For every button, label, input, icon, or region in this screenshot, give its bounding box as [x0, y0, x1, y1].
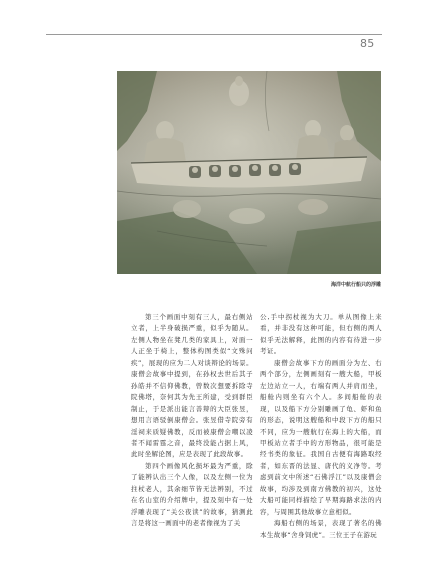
page-number: 85 — [360, 37, 375, 50]
paragraph: 海船右侧的场景，表现了著名的佛本生故事“舍身饲虎”。三位王子在游玩 — [260, 519, 382, 539]
right-text-column — [260, 312, 382, 541]
left-text-column — [131, 312, 253, 530]
paragraph: 第三个画面中刻有三人，最右侧站立者，上半身破损严重，似乎为随从。左侧人物坐在凳几类的家具上，对面一人正坐于椅上，整体构图类似“文殊问疾”，展现的应为二人对谈辩论的场景。康僧会故事中提到，在孙权去世后其子孙皓并不信仰佛教，曾数次想要拆除寺院佛塔，奈何其为先王所建，受到群臣制止，于是派出能言善辩的大臣张昱，想用言语驳倒康僧会。张昱借寺院旁有淫祠来质疑佛教，反而被康僧会嘲以凌者不闻雷霆之音，最终没能占据上风，此时坐解论图，应是表现了此段故事。 — [131, 313, 253, 459]
paragraph: 康僧会故事下方的画面分为左、右两个部分，左侧画刻有一艘大船，甲板左边站立一人，右端有两人并肩而坐，船舱内则坐有六个人。多间船舱的表现，以及船下方分别雕画了龟、虾和鱼的形态，说明这艘船和中段下方的船只不同，应为一艘航行在海上的大船，而甲板站立者手中的方形物品，很可能是经书类的象征。我国自古便有海路取经者，如东晋的法显、唐代的义净等。考虑到前文中所述“石佛浮江”以及康僧会故事，均涉及到南方佛教的初兴，这处大船可能同样描绘了早期海路求法的内容，与周围其他故事立意相似。 — [260, 358, 382, 516]
figure-caption: 海洋中航行船只的浮雕 — [330, 282, 381, 288]
paragraph: 第四个画像风化损坏最为严重，除了能辨认出三个人像，以及左侧一位为拄杖老人，其余细节皆无法辨别，不过在名山室的介绍牌中，提及刻中有一处浮雕表现了“关公夜读”的故事，猜测此言是将这一画面中的老者像视为了关 — [131, 461, 253, 528]
stone-relief-photo — [117, 71, 381, 274]
paragraph: 公,手中拐杖视为大刀。单从图像上来看，并非没有这种可能，但右侧的两人似乎无法解释，此图的内容有待进一步考证。 — [260, 313, 382, 356]
header-rule — [46, 34, 382, 35]
